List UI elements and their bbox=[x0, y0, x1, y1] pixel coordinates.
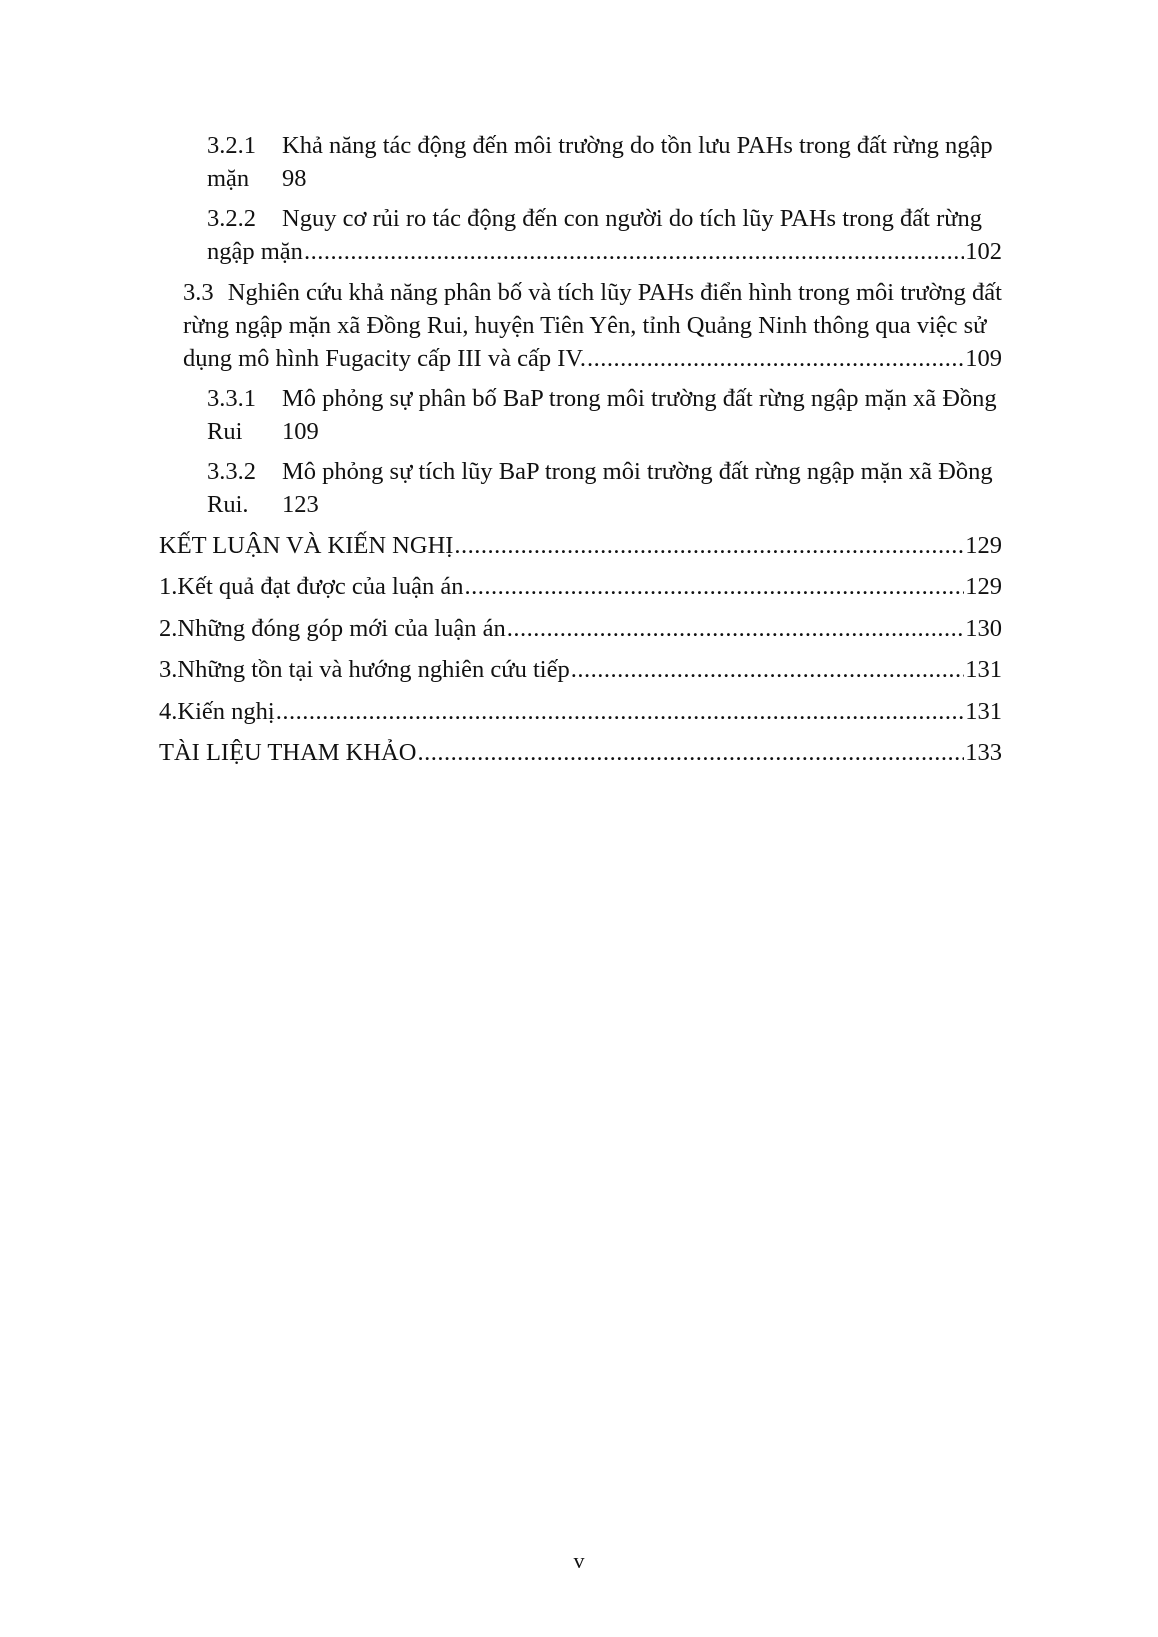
toc-entry-3-3-1[interactable] bbox=[207, 382, 1002, 448]
toc-entry-number: 3.3.1 bbox=[207, 385, 256, 412]
toc-entry-number: 3.2.1 bbox=[207, 132, 256, 159]
toc-entry-page: 131 bbox=[965, 656, 1002, 683]
toc-entry-page: 133 bbox=[965, 739, 1002, 766]
toc-entry-title: Những tồn tại và hướng nghiên cứu tiếp bbox=[177, 656, 570, 683]
toc-entry-title-continued: dụng mô hình Fugacity cấp III và cấp IV. bbox=[183, 345, 587, 372]
toc-entry-title: Khả năng tác động đến môi trường do tồn lưu PAHs trong đất rừng ngập bbox=[282, 132, 993, 159]
toc-entry-title: KẾT LUẬN VÀ KIẾN NGHỊ bbox=[159, 532, 454, 559]
dot-leader bbox=[464, 570, 964, 603]
toc-entry-title: Những đóng góp mới của luận án bbox=[177, 615, 506, 642]
toc-entry-3-3[interactable] bbox=[183, 276, 1002, 375]
toc-entry-number: 3.2.2 bbox=[207, 205, 256, 232]
toc-entry-number: 3.3.2 bbox=[207, 458, 256, 485]
toc-entry-title-continued: ngập mặn bbox=[207, 238, 303, 265]
toc-entry-number: 4. bbox=[159, 698, 178, 725]
toc-entry-number: 3.3 bbox=[183, 279, 214, 306]
toc-entry-title-continued: rừng ngập mặn xã Đồng Rui, huyện Tiên Yên, tỉnh Quảng Ninh thông qua việc sử bbox=[183, 312, 987, 339]
toc-entry-page: 98 bbox=[282, 165, 307, 192]
toc-entry-page: 129 bbox=[965, 532, 1002, 559]
toc-entry-title: Nguy cơ rủi ro tác động đến con người do tích lũy PAHs trong đất rừng bbox=[282, 205, 983, 232]
toc-entry-1[interactable] bbox=[159, 570, 1002, 603]
toc-entry-page: 130 bbox=[965, 615, 1002, 642]
dot-leader bbox=[276, 695, 965, 728]
page-number-footer: v bbox=[573, 1548, 585, 1573]
toc-entry-ket-luan[interactable] bbox=[159, 529, 1002, 562]
toc-entry-3-2-2[interactable] bbox=[207, 202, 1002, 268]
toc-entry-3-3-2[interactable] bbox=[207, 455, 1002, 521]
toc-entry-page: 123 bbox=[282, 491, 319, 518]
dot-leader bbox=[417, 736, 964, 769]
toc-entry-page: 102 bbox=[965, 238, 1002, 265]
toc-entry-3-2-1[interactable] bbox=[207, 129, 1002, 195]
toc-entry-title: Mô phỏng sự tích lũy BaP trong môi trường đất rừng ngập mặn xã Đồng bbox=[282, 458, 993, 485]
toc-entry-title: TÀI LIỆU THAM KHẢO bbox=[159, 739, 417, 766]
toc-entry-title: Kết quả đạt được của luận án bbox=[177, 573, 464, 600]
toc-entry-title-continued: Rui. bbox=[207, 491, 249, 518]
dot-leader bbox=[587, 342, 964, 375]
toc-entry-3[interactable] bbox=[159, 653, 1002, 686]
toc-entry-page: 129 bbox=[965, 573, 1002, 600]
toc-entry-page: 109 bbox=[965, 345, 1002, 372]
toc-entry-number: 3. bbox=[159, 656, 178, 683]
dot-leader bbox=[454, 529, 964, 562]
toc-entry-title: Nghiên cứu khả năng phân bố và tích lũy PAHs điển hình trong môi trường đất bbox=[227, 279, 1002, 306]
toc-entry-title-continued: mặn bbox=[207, 165, 250, 192]
toc-entry-page: 131 bbox=[965, 698, 1002, 725]
toc-entry-tai-lieu[interactable] bbox=[159, 736, 1002, 769]
toc-entry-2[interactable] bbox=[159, 612, 1002, 645]
toc-entry-title-continued: Rui bbox=[207, 418, 243, 445]
toc-entry-4[interactable] bbox=[159, 695, 1002, 728]
toc-entry-title: Kiến nghị bbox=[177, 698, 275, 725]
toc-entry-number: 1. bbox=[159, 573, 178, 600]
dot-leader bbox=[304, 235, 964, 268]
toc-entry-number: 2. bbox=[159, 615, 178, 642]
dot-leader bbox=[507, 612, 965, 645]
dot-leader bbox=[571, 653, 965, 686]
toc-entry-page: 109 bbox=[282, 418, 319, 445]
toc-entry-title: Mô phỏng sự phân bố BaP trong môi trường đất rừng ngập mặn xã Đồng bbox=[282, 385, 997, 412]
